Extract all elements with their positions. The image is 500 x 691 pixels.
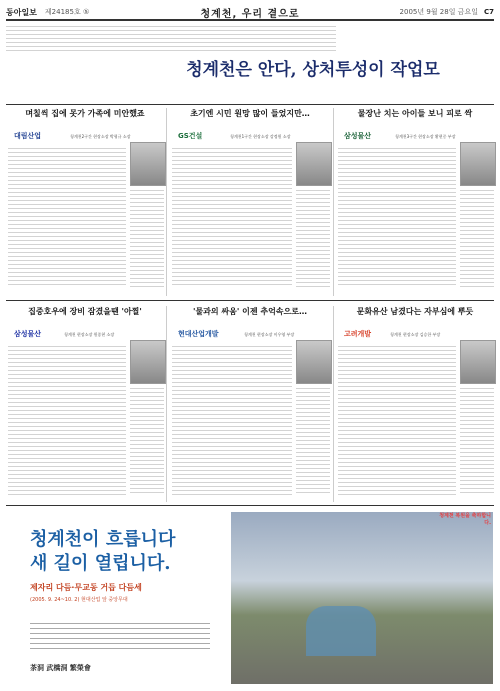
section-title-5: '물과의 싸움' 이젠 추억속으로… [193,307,307,316]
byline-6: 청계천 현장소장 김승한 부장 [390,332,441,337]
ad-title-line2: 새 길이 열립니다. [30,553,171,574]
portrait-photo-1 [130,142,166,186]
company-logo-1: 대림산업 [14,132,42,140]
section-title: 청계천, 우리 곁으로 [200,8,300,20]
issue-number: 제24185호 ⑤ [44,8,90,16]
ad-dates: (2005. 9. 24~10. 2) 현대산업 앞 중앙무대 [30,597,128,603]
company-logo-2: GS건설 [178,132,203,140]
issue-date: 2005년 9월 28일 금요일 [399,8,478,16]
column-divider-2 [333,108,334,296]
section-title-1: 며칠씩 집에 못가 가족에 미안했죠 [25,109,145,118]
lede-text-block [6,26,336,54]
section-title-2: 초기엔 시민 원망 많이 들었지만… [190,109,310,118]
ad-photo-stream [306,606,376,656]
column-divider-4 [333,306,334,502]
article-text-6 [338,346,456,496]
section-title-4: 집중호우에 장비 잠겼을땐 '아찔' [28,307,142,316]
portrait-photo-4 [130,340,166,384]
byline-1: 청계천2구간 현장소장 박형규 소장 [70,134,131,139]
byline-5: 청계천 현장소장 이우영 부장 [244,332,295,337]
article-text-3 [338,148,456,288]
article-text-1b [130,190,164,288]
ad-signature: 茶洞 武橋洞 繁榮會 [30,663,91,672]
portrait-photo-3 [460,142,496,186]
section-rule-2 [6,300,494,301]
portrait-photo-5 [296,340,332,384]
page-number: C7 [483,8,494,16]
column-divider-1 [166,108,167,296]
main-headline: 청계천은 안다, 상처투성이 작업모 [186,60,440,80]
article-text-4b [130,388,164,496]
company-logo-4: 삼성물산 [14,330,42,338]
company-logo-5: 현대산업개발 [178,330,219,338]
byline-3: 청계천3구간 현장소장 황현중 부장 [395,134,456,139]
ad-title-line1: 청계천이 흐릅니다 [30,529,176,550]
byline-2: 청계천1구간 현장소장 강정원 소장 [230,134,291,139]
article-text-1 [8,148,126,288]
company-logo-6: 고려개발 [344,330,372,338]
advertisement [6,505,494,686]
article-text-5b [296,388,330,496]
byline-4: 청계천 현장소장 원종현 소장 [64,332,115,337]
newspaper-logo: 동아일보 [6,7,37,17]
section-title-6: 문화유산 남겼다는 자부심에 뿌듯 [356,307,474,316]
column-divider-3 [166,306,167,502]
ad-title [30,528,175,576]
ad-subtitle: 제자리 다듬·무교동 거듭 다듬세 [30,583,142,592]
section-rule-1 [6,104,494,105]
page-header [6,5,494,21]
ad-photo-caption: 청계천 복원을 축하합니다. [439,513,491,526]
company-logo-3: 삼성물산 [344,132,372,140]
section-title-3: 물장난 치는 아이들 보니 피로 싹 [357,109,473,118]
ad-body-text [30,623,210,653]
article-text-2 [172,148,292,288]
ad-photo [231,512,493,684]
article-text-3b [460,190,494,288]
article-text-5 [172,346,292,496]
article-text-4 [8,346,126,496]
article-text-6b [460,388,494,496]
article-text-2b [296,190,330,288]
portrait-photo-6 [460,340,496,384]
portrait-photo-2 [296,142,332,186]
